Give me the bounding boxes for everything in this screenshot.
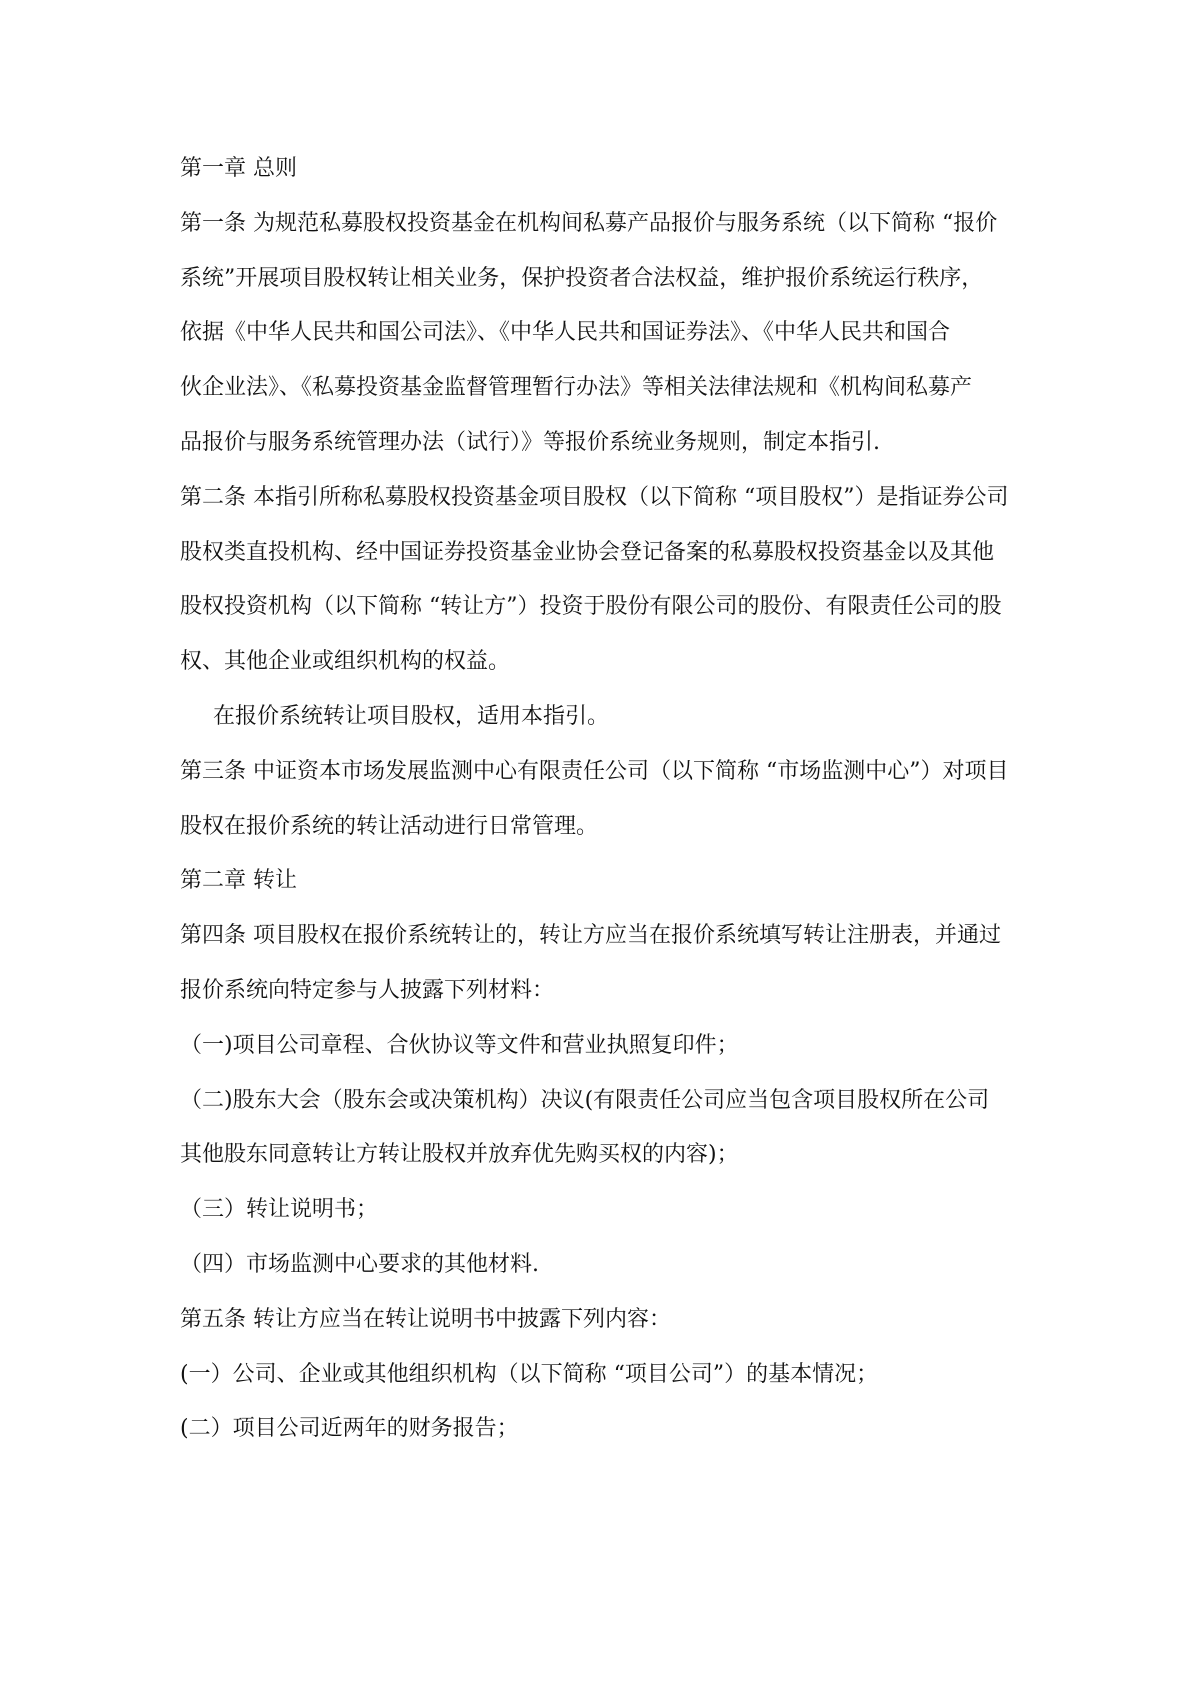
text-line: (二）项目公司近两年的财务报告；	[180, 1416, 519, 1442]
text-line: 股权在报价系统的转让活动进行日常管理。	[180, 813, 599, 839]
text-line: 股权类直投机构、经中国证券投资基金业协会登记备案的私募股权投资基金以及其他	[180, 539, 995, 565]
text-line: 权、其他企业或组织机构的权益。	[180, 649, 511, 675]
text-line: 第一章 总则	[180, 156, 297, 181]
text-line: 股权投资机构（以下简称 “转让方”）投资于股份有限公司的股份、有限责任公司的股	[180, 594, 1002, 620]
text-line: （一)项目公司章程、合伙协议等文件和营业执照复印件；	[180, 1032, 739, 1058]
text-line: 其他股东同意转让方转让股权并放弃优先购买权的内容)；	[180, 1142, 739, 1168]
text-line: 伙企业法》、《私募投资基金监督管理暂行办法》等相关法律法规和《机构间私募产	[180, 375, 973, 401]
text-line: 第三条 中证资本市场发展监测中心有限责任公司（以下简称 “市场监测中心”）对项目	[180, 758, 1009, 784]
text-line: （四）市场监测中心要求的其他材料.	[180, 1251, 539, 1277]
text-line: 第二条 本指引所称私募股权投资基金项目股权（以下简称 “项目股权”）是指证券公司	[180, 484, 1009, 510]
text-line: （二)股东大会（股东会或决策机构）决议(有限责任公司应当包含项目股权所在公司	[180, 1087, 990, 1113]
text-line: 第四条 项目股权在报价系统转让的，转让方应当在报价系统填写转让注册表，并通过	[180, 923, 1001, 949]
text-line: 第二章 转让	[180, 868, 297, 894]
text-line: 在报价系统转让项目股权，适用本指引。	[213, 703, 610, 729]
text-line: 品报价与服务系统管理办法（试行）》等报价系统业务规则，制定本指引.	[180, 429, 880, 455]
text-line: 第一条 为规范私募股权投资基金在机构间私募产品报价与服务系统（以下简称 “报价	[180, 210, 998, 236]
text-line: 系统”开展项目股权转让相关业务，保护投资者合法权益，维护报价系统运行秩序，	[180, 265, 984, 291]
text-line: 第五条 转让方应当在转让说明书中披露下列内容：	[180, 1306, 671, 1332]
text-line: （三）转让说明书；	[180, 1197, 379, 1223]
text-line: 报价系统向特定参与人披露下列材料：	[180, 977, 555, 1003]
document-body	[180, 142, 1010, 1457]
text-line: 依据《中华人民共和国公司法》、《中华人民共和国证券法》、《中华人民共和国合	[180, 320, 951, 346]
text-line: (一）公司、企业或其他组织机构（以下简称 “项目公司”）的基本情况；	[180, 1361, 879, 1387]
